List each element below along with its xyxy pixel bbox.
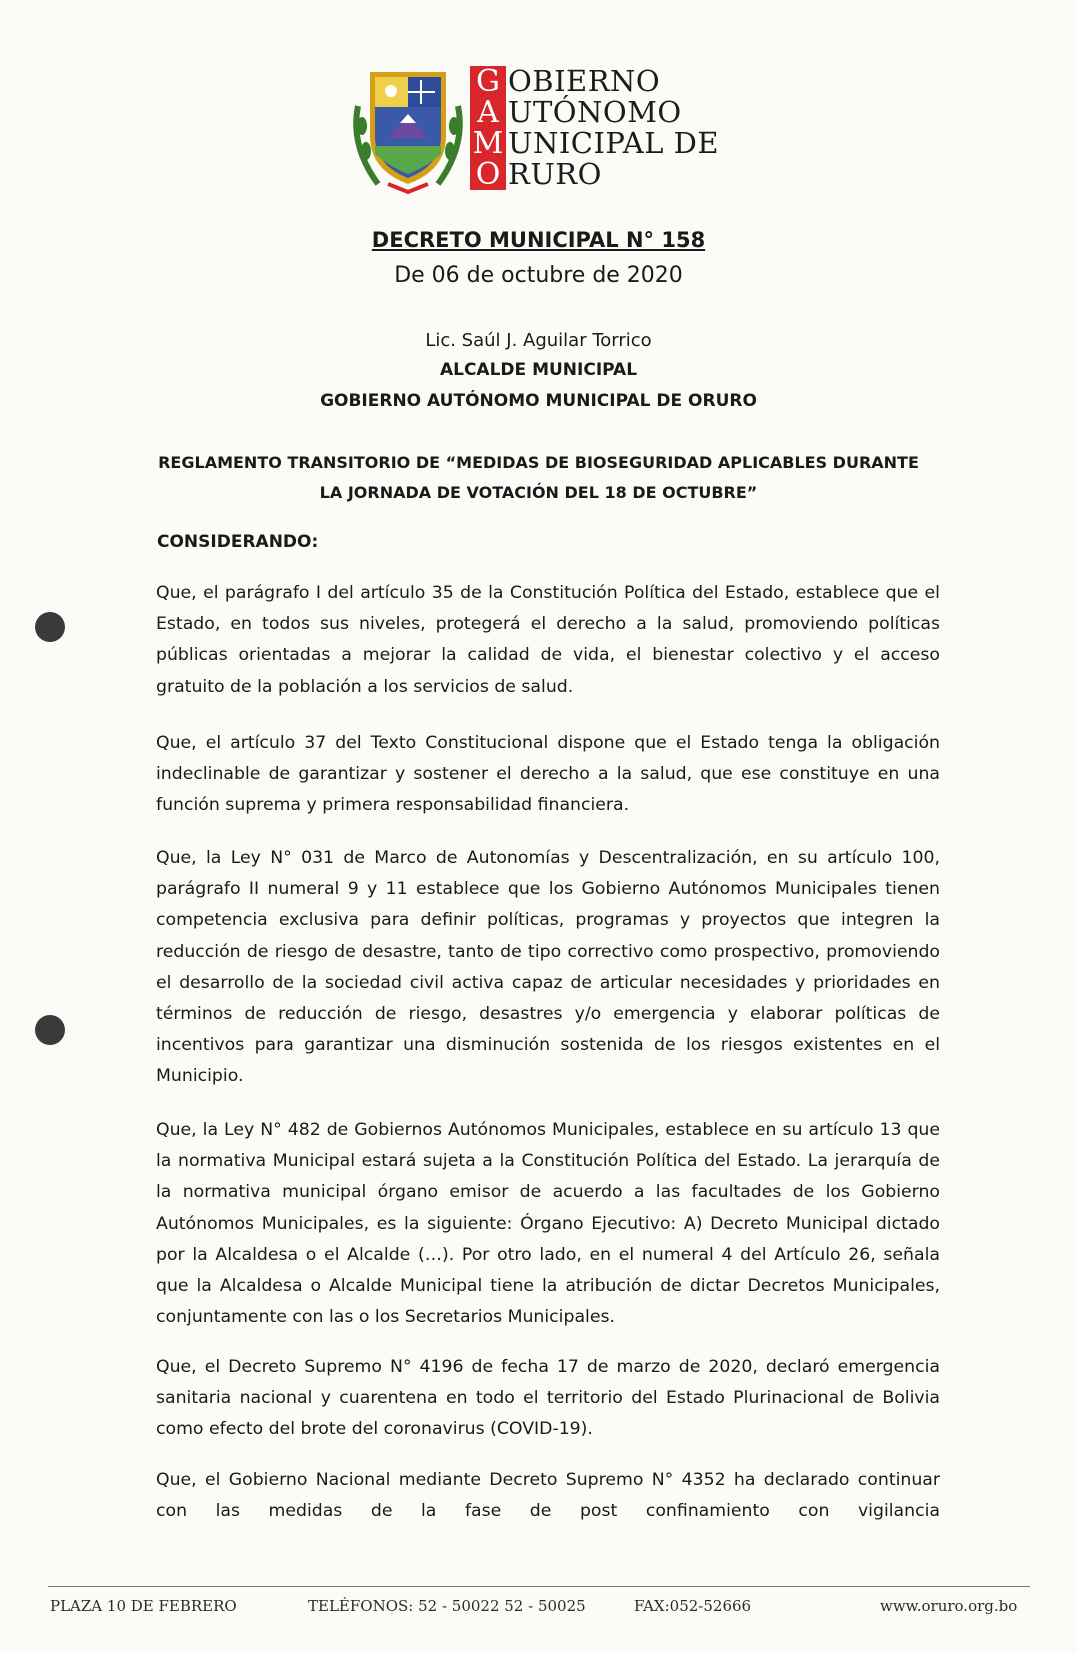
regulation-line: REGLAMENTO TRANSITORIO DE “MEDIDAS DE BIOSEGURIDAD APLICABLES DURANTE — [158, 453, 919, 472]
coat-of-arms-icon — [348, 66, 468, 196]
footer-website: www.oruro.org.bo — [880, 1597, 1018, 1615]
logo-word: UTÓNOMO — [508, 95, 682, 129]
decree-date: De 06 de octubre de 2020 — [394, 263, 683, 288]
logo-lettermark — [470, 66, 506, 190]
signer-name: Lic. Saúl J. Aguilar Torrico — [425, 330, 652, 351]
paragraph: Que, la Ley N° 031 de Marco de Autonomías y Descentralización, en su artículo 100, parágrafo II numeral 9 y 11 establece que los Gobierno Autónomos Municipales tienen competencia exclusiva para definir políticas, programas y proyectos que integren la reducción de riesgo de desastre, tanto de tipo correctivo como prospectivo, promoviendo el desarrollo de la sociedad civil activa capaz de articular necesidades y prioridades en términos de reducción de riesgo, desastres y/o emergencia y elaborar políticas de incentivos para garantizar una disminución sostenida de los riesgos existentes en el Municipio. — [156, 848, 940, 1087]
logo-wordmark — [508, 66, 748, 190]
logo-letter: M — [472, 126, 504, 161]
municipal-logo — [348, 62, 738, 202]
decree-title: DECRETO MUNICIPAL N° 158 — [371, 228, 706, 252]
logo-word: UNICIPAL DE — [508, 126, 720, 160]
punch-hole — [35, 612, 65, 642]
footer-address: PLAZA 10 DE FEBRERO — [50, 1597, 237, 1615]
logo-word: RURO — [508, 157, 602, 191]
regulation-line: LA JORNADA DE VOTACIÓN DEL 18 DE OCTUBRE” — [319, 483, 758, 502]
paragraph: Que, el artículo 37 del Texto Constitucional dispone que el Estado tenga la obligación indeclinable de garantizar y sostener el derecho a la salud, que ese constituye en una función suprema y primera responsabilidad financiera. — [156, 733, 940, 816]
footer-divider — [48, 1586, 1030, 1587]
logo-word: OBIERNO — [508, 64, 661, 98]
logo-letter: O — [475, 157, 501, 192]
signer-role: ALCALDE MUNICIPAL — [439, 360, 638, 380]
paragraph: Que, el Gobierno Nacional mediante Decreto Supremo N° 4352 ha declarado continuar con las medidas de la fase de post confinamiento con vigilancia — [156, 1470, 940, 1522]
footer-phones: TELÉFONOS: 52 - 50022 52 - 50025 — [308, 1597, 586, 1615]
paragraph: Que, el Decreto Supremo N° 4196 de fecha 17 de marzo de 2020, declaró emergencia sanitaria nacional y cuarentena en todo el territorio del Estado Plurinacional de Bolivia como efecto del brote del coronavirus (COVID-19). — [156, 1357, 940, 1440]
logo-letter: G — [476, 64, 500, 99]
signer-government: GOBIERNO AUTÓNOMO MUNICIPAL DE ORURO — [320, 391, 757, 411]
paragraph: Que, el parágrafo I del artículo 35 de la Constitución Política del Estado, establece que el Estado, en todos sus niveles, protegerá el derecho a la salud, promoviendo políticas públicas orientadas a mejorar la calidad de vida, el bienestar colectivo y el acceso gratuito de la población a los servicios de salud. — [156, 583, 940, 697]
punch-hole — [35, 1015, 65, 1045]
logo-letter: A — [477, 95, 499, 130]
considerando-heading: CONSIDERANDO: — [157, 532, 319, 552]
footer-fax: FAX:052-52666 — [634, 1597, 752, 1615]
regulation-heading — [0, 448, 1077, 508]
paragraph: Que, la Ley N° 482 de Gobiernos Autónomos Municipales, establece en su artículo 13 que la normativa Municipal estará sujeta a la Constitución Política del Estado. La jerarquía de la normativa municipal órgano emisor de acuerdo a las facultades de los Gobierno Autónomos Municipales, es la siguiente: Órgano Ejecutivo: A) Decreto Municipal dictado por la Alcaldesa o el Alcalde (…). Por otro lado, en el numeral 4 del Artículo 26, señala que la Alcaldesa o Alcalde Municipal tiene la atribución de dictar Decretos Municipales, conjuntamente con las o los Secretarios Municipales. — [156, 1120, 940, 1328]
